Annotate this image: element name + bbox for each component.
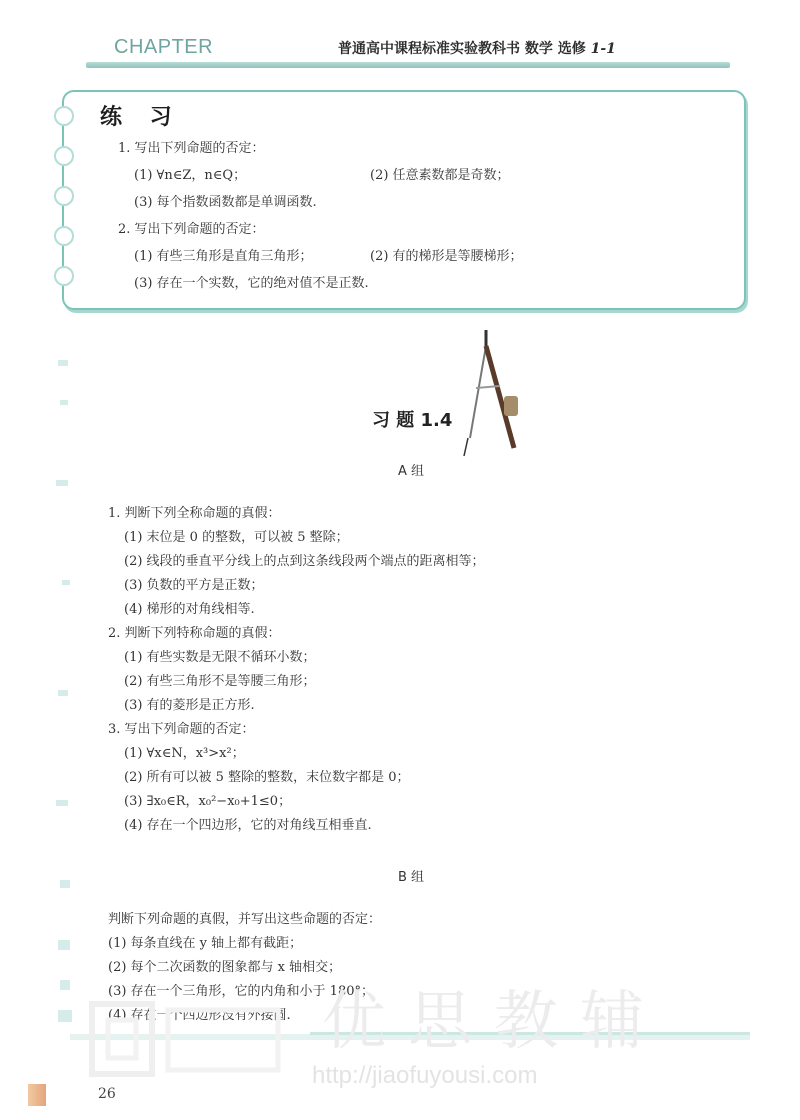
- problem-a3-3: (3) ∃x₀∈R，x₀²−x₀+1≤0；: [124, 794, 292, 809]
- exercise-q2-c: (3) 存在一个实数，它的绝对值不是正数.: [134, 276, 369, 291]
- problem-a2: 2. 判断下列特称命题的真假：: [108, 626, 281, 641]
- group-a-heading: A 组: [398, 464, 425, 479]
- problem-a3-4: (4) 存在一个四边形，它的对角线互相垂直.: [124, 818, 372, 833]
- exercise-q2-a: (1) 有些三角形是直角三角形；: [134, 249, 313, 264]
- problem-a1-3: (3) 负数的平方是正数；: [124, 578, 264, 593]
- problem-a3: 3. 写出下列命题的否定：: [108, 722, 255, 737]
- exercise-q2-b: (2) 有的梯形是等腰梯形；: [370, 249, 523, 264]
- chapter-label: CHAPTER: [114, 36, 214, 58]
- watermark-logo: [88, 1000, 288, 1088]
- binder-ring: [54, 106, 74, 126]
- problem-b4: (4) 存在一个四边形没有外接圆.: [108, 1008, 291, 1023]
- problem-b2: (2) 每个二次函数的图象都与 x 轴相交；: [108, 960, 342, 975]
- problem-a2-1: (1) 有些实数是无限不循环小数；: [124, 650, 316, 665]
- problem-b1: (1) 每条直线在 y 轴上都有截距；: [108, 936, 303, 951]
- problem-a2-2: (2) 有些三角形不是等腰三角形；: [124, 674, 316, 689]
- exercise-q1-c: (3) 每个指数函数都是单调函数.: [134, 195, 317, 210]
- exercise-q2: 2. 写出下列命题的否定：: [118, 222, 265, 237]
- binder-ring: [54, 186, 74, 206]
- binder-ring: [54, 146, 74, 166]
- exercise-q1-a: (1) ∀n∈Z，n∈Q；: [134, 168, 247, 183]
- compass-icon: [456, 328, 536, 458]
- page-corner-mark: [28, 1084, 46, 1106]
- watermark-url: http://jiaofuyousi.com: [312, 1062, 538, 1089]
- exercise-title: 练 习: [100, 105, 182, 130]
- problem-a1-4: (4) 梯形的对角线相等.: [124, 602, 255, 617]
- exercise-q1-b: (2) 任意素数都是奇数；: [370, 168, 510, 183]
- problem-set-title: 习 题 1.4: [372, 410, 453, 431]
- binder-ring: [54, 266, 74, 286]
- watermark-text: 优思教辅: [322, 985, 666, 1059]
- page-number: 26: [98, 1086, 116, 1102]
- series-text: 普通高中课程标准实验教科书 数学 选修: [338, 41, 591, 57]
- problem-a3-2: (2) 所有可以被 5 整除的整数，末位数字都是 0；: [124, 770, 410, 785]
- header-divider: [86, 62, 730, 68]
- exercise-q1: 1. 写出下列命题的否定：: [118, 141, 265, 156]
- problem-a1-2: (2) 线段的垂直平分线上的点到这条线段两个端点的距离相等；: [124, 554, 485, 569]
- binder-ring: [54, 226, 74, 246]
- problem-b3: (3) 存在一个三角形，它的内角和小于 180°；: [108, 984, 374, 999]
- problem-a1: 1. 判断下列全称命题的真假：: [108, 506, 281, 521]
- left-stripe-decoration: [56, 360, 76, 1050]
- book-series-title: [338, 38, 616, 58]
- problem-a1-1: (1) 末位是 0 的整数，可以被 5 整除；: [124, 530, 349, 545]
- series-volume: 1-1: [590, 41, 616, 57]
- problem-a3-1: (1) ∀x∈N，x³>x²；: [124, 746, 245, 761]
- problem-b-intro: 判断下列命题的真假，并写出这些命题的否定：: [108, 912, 382, 927]
- problem-a2-3: (3) 有的菱形是正方形.: [124, 698, 255, 713]
- group-b-heading: B 组: [398, 870, 425, 885]
